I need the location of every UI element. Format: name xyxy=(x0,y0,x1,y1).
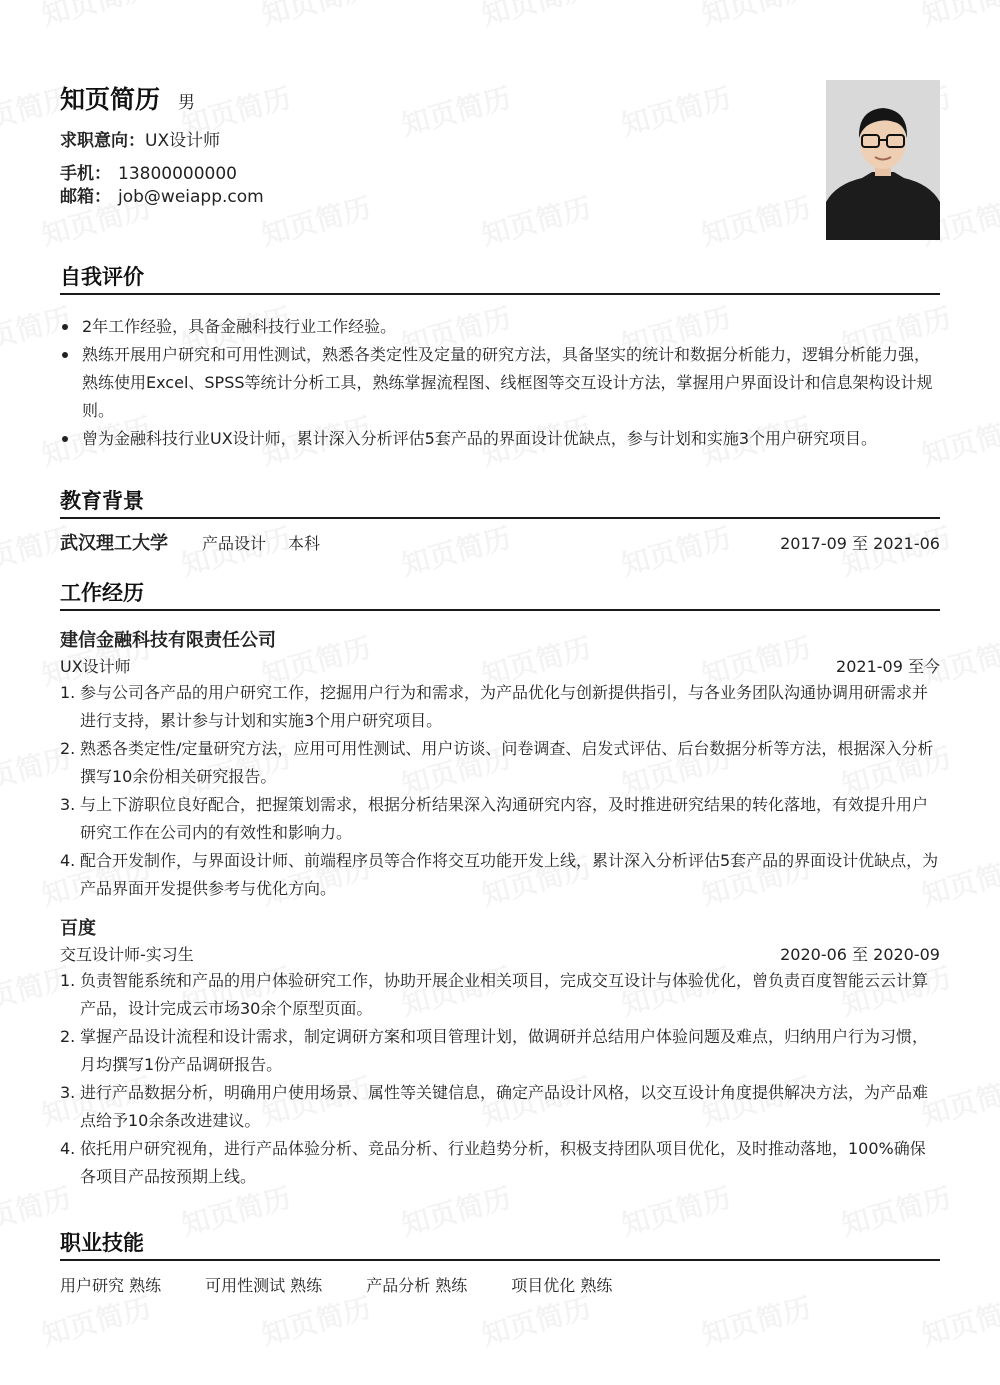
duty-text: 熟悉各类定性/定量研究方法，应用可用性测试、用户访谈、问卷调查、启发式评估、后台数据分析等方法，根据深入分析撰写10余份相关研究报告。 xyxy=(80,739,934,786)
watermark-text xyxy=(37,1286,156,1354)
degree: 本科 xyxy=(288,533,321,553)
work-experience-title: 工作经历 xyxy=(60,577,940,611)
candidate-gender: 男 xyxy=(178,93,196,113)
watermark-text xyxy=(697,0,816,34)
skills-list xyxy=(60,1273,940,1296)
phone-label: 手机： xyxy=(60,164,111,184)
phone-number: 13800000000 xyxy=(118,164,237,184)
profile-photo xyxy=(826,80,940,240)
email-address: job@weiapp.com xyxy=(118,187,264,207)
duty-text: 与上下游职位良好配合，把握策划需求，根据分析结果深入沟通研究内容，及时推进研究结果的转化落地，有效提升用户研究工作在公司内的有效性和影响力。 xyxy=(80,795,929,842)
duty-text: 进行产品数据分析，明确用户使用场景、属性等关键信息，确定产品设计风格，以交互设计角度提供解决方法，为产品难点给予10余条改进建议。 xyxy=(80,1083,929,1130)
job-entry xyxy=(60,917,940,1191)
self-evaluation-item xyxy=(60,425,940,453)
self-evaluation-text: 曾为金融科技行业UX设计师，累计深入分析评估5套产品的界面设计优缺点，参与计划和实施3个用户研究项目。 xyxy=(82,429,878,448)
watermark-text xyxy=(477,0,596,34)
duty-list xyxy=(60,679,940,903)
skill-item: 可用性测试 熟练 xyxy=(205,1276,323,1295)
watermark-text xyxy=(257,1286,376,1354)
job-entry xyxy=(60,629,940,903)
school-name: 武汉理工大学 xyxy=(60,533,168,554)
duty-item xyxy=(60,1079,940,1135)
duty-number: 3. xyxy=(60,795,76,814)
role-row xyxy=(60,943,940,967)
skill-item: 用户研究 熟练 xyxy=(60,1276,162,1295)
self-evaluation-item xyxy=(60,341,940,425)
job-role: 交互设计师-实习生 xyxy=(60,945,194,964)
duty-item xyxy=(60,1023,940,1079)
person-photo-icon xyxy=(826,80,940,240)
company-name: 百度 xyxy=(60,918,96,939)
skills-section xyxy=(60,1227,940,1296)
skills-title: 职业技能 xyxy=(60,1227,940,1261)
watermark-text xyxy=(37,0,156,34)
candidate-name: 知页简历 xyxy=(60,85,161,114)
duty-item xyxy=(60,967,940,1023)
duty-number: 1. xyxy=(60,971,76,990)
contact-info xyxy=(60,163,940,209)
watermark-text xyxy=(697,1286,816,1354)
self-evaluation-section xyxy=(60,261,940,453)
education-period: 2017-09 至 2021-06 xyxy=(780,533,940,553)
duty-item xyxy=(60,847,940,903)
watermark-text xyxy=(257,0,376,34)
role-row xyxy=(60,655,940,679)
duty-number: 2. xyxy=(60,1027,76,1046)
job-period: 2021-09 至今 xyxy=(836,657,940,676)
bullet-icon xyxy=(62,436,68,442)
duty-text: 参与公司各产品的用户研究工作，挖掘用户行为和需求，为产品优化与创新提供指引，与各业务团队沟通协调用研需求并进行支持，累计参与计划和实施3个用户研究项目。 xyxy=(80,683,929,730)
watermark-text xyxy=(917,0,1000,34)
self-evaluation-text: 熟练开展用户研究和可用性测试，熟悉各类定性及定量的研究方法，具备坚实的统计和数据分析能力，逻辑分析能力强，熟练使用Excel、SPSS等统计分析工具，熟练掌握流程图、线框图等交互设计方法，掌握用户界面设计和信息架构设计规则。 xyxy=(82,345,933,420)
duty-item xyxy=(60,679,940,735)
job-period: 2020-06 至 2020-09 xyxy=(780,945,940,964)
work-experience-section xyxy=(60,577,940,1191)
name-row xyxy=(60,80,940,116)
self-evaluation-list xyxy=(60,313,940,453)
duty-text: 配合开发制作，与界面设计师、前端程序员等合作将交互功能开发上线，累计深入分析评估5套产品的界面设计优缺点，为产品界面开发提供参考与优化方向。 xyxy=(80,851,939,898)
resume-page xyxy=(60,80,940,1296)
self-evaluation-item xyxy=(60,313,940,341)
job-role: UX设计师 xyxy=(60,657,131,676)
bullet-icon xyxy=(62,324,68,330)
duty-list xyxy=(60,967,940,1191)
bullet-icon xyxy=(62,352,68,358)
job-intent-value: UX设计师 xyxy=(145,131,221,151)
education-row xyxy=(60,529,940,555)
duty-item xyxy=(60,1135,940,1191)
email-label: 邮箱： xyxy=(60,187,111,207)
skill-item: 产品分析 熟练 xyxy=(366,1276,468,1295)
company-name: 建信金融科技有限责任公司 xyxy=(60,630,276,651)
duty-number: 4. xyxy=(60,1139,76,1158)
duty-text: 掌握产品设计流程和设计需求，制定调研方案和项目管理计划，做调研并总结用户体验问题及难点，归纳用户行为习惯，月均撰写1份产品调研报告。 xyxy=(80,1027,929,1074)
duty-item xyxy=(60,791,940,847)
watermark-text xyxy=(917,1286,1000,1354)
job-intent xyxy=(60,126,940,151)
education-title: 教育背景 xyxy=(60,485,940,519)
major: 产品设计 xyxy=(202,533,267,553)
duty-item xyxy=(60,735,940,791)
duty-number: 3. xyxy=(60,1083,76,1102)
duty-number: 4. xyxy=(60,851,76,870)
duty-text: 负责智能系统和产品的用户体验研究工作，协助开展企业相关项目，完成交互设计与体验优化，曾负责百度智能云云计算产品，设计完成云市场30余个原型页面。 xyxy=(80,971,929,1018)
duty-number: 2. xyxy=(60,739,76,758)
resume-header xyxy=(60,80,940,255)
education-section xyxy=(60,485,940,555)
job-intent-label: 求职意向： xyxy=(60,131,145,151)
duty-number: 1. xyxy=(60,683,76,702)
self-evaluation-title: 自我评价 xyxy=(60,261,940,295)
self-evaluation-text: 2年工作经验，具备金融科技行业工作经验。 xyxy=(82,317,397,336)
skill-item: 项目优化 熟练 xyxy=(511,1276,613,1295)
email-row xyxy=(60,186,940,209)
phone-row xyxy=(60,163,940,186)
duty-text: 依托用户研究视角，进行产品体验分析、竞品分析、行业趋势分析，积极支持团队项目优化，及时推动落地，100%确保各项目产品按预期上线。 xyxy=(80,1139,926,1186)
watermark-text xyxy=(477,1286,596,1354)
